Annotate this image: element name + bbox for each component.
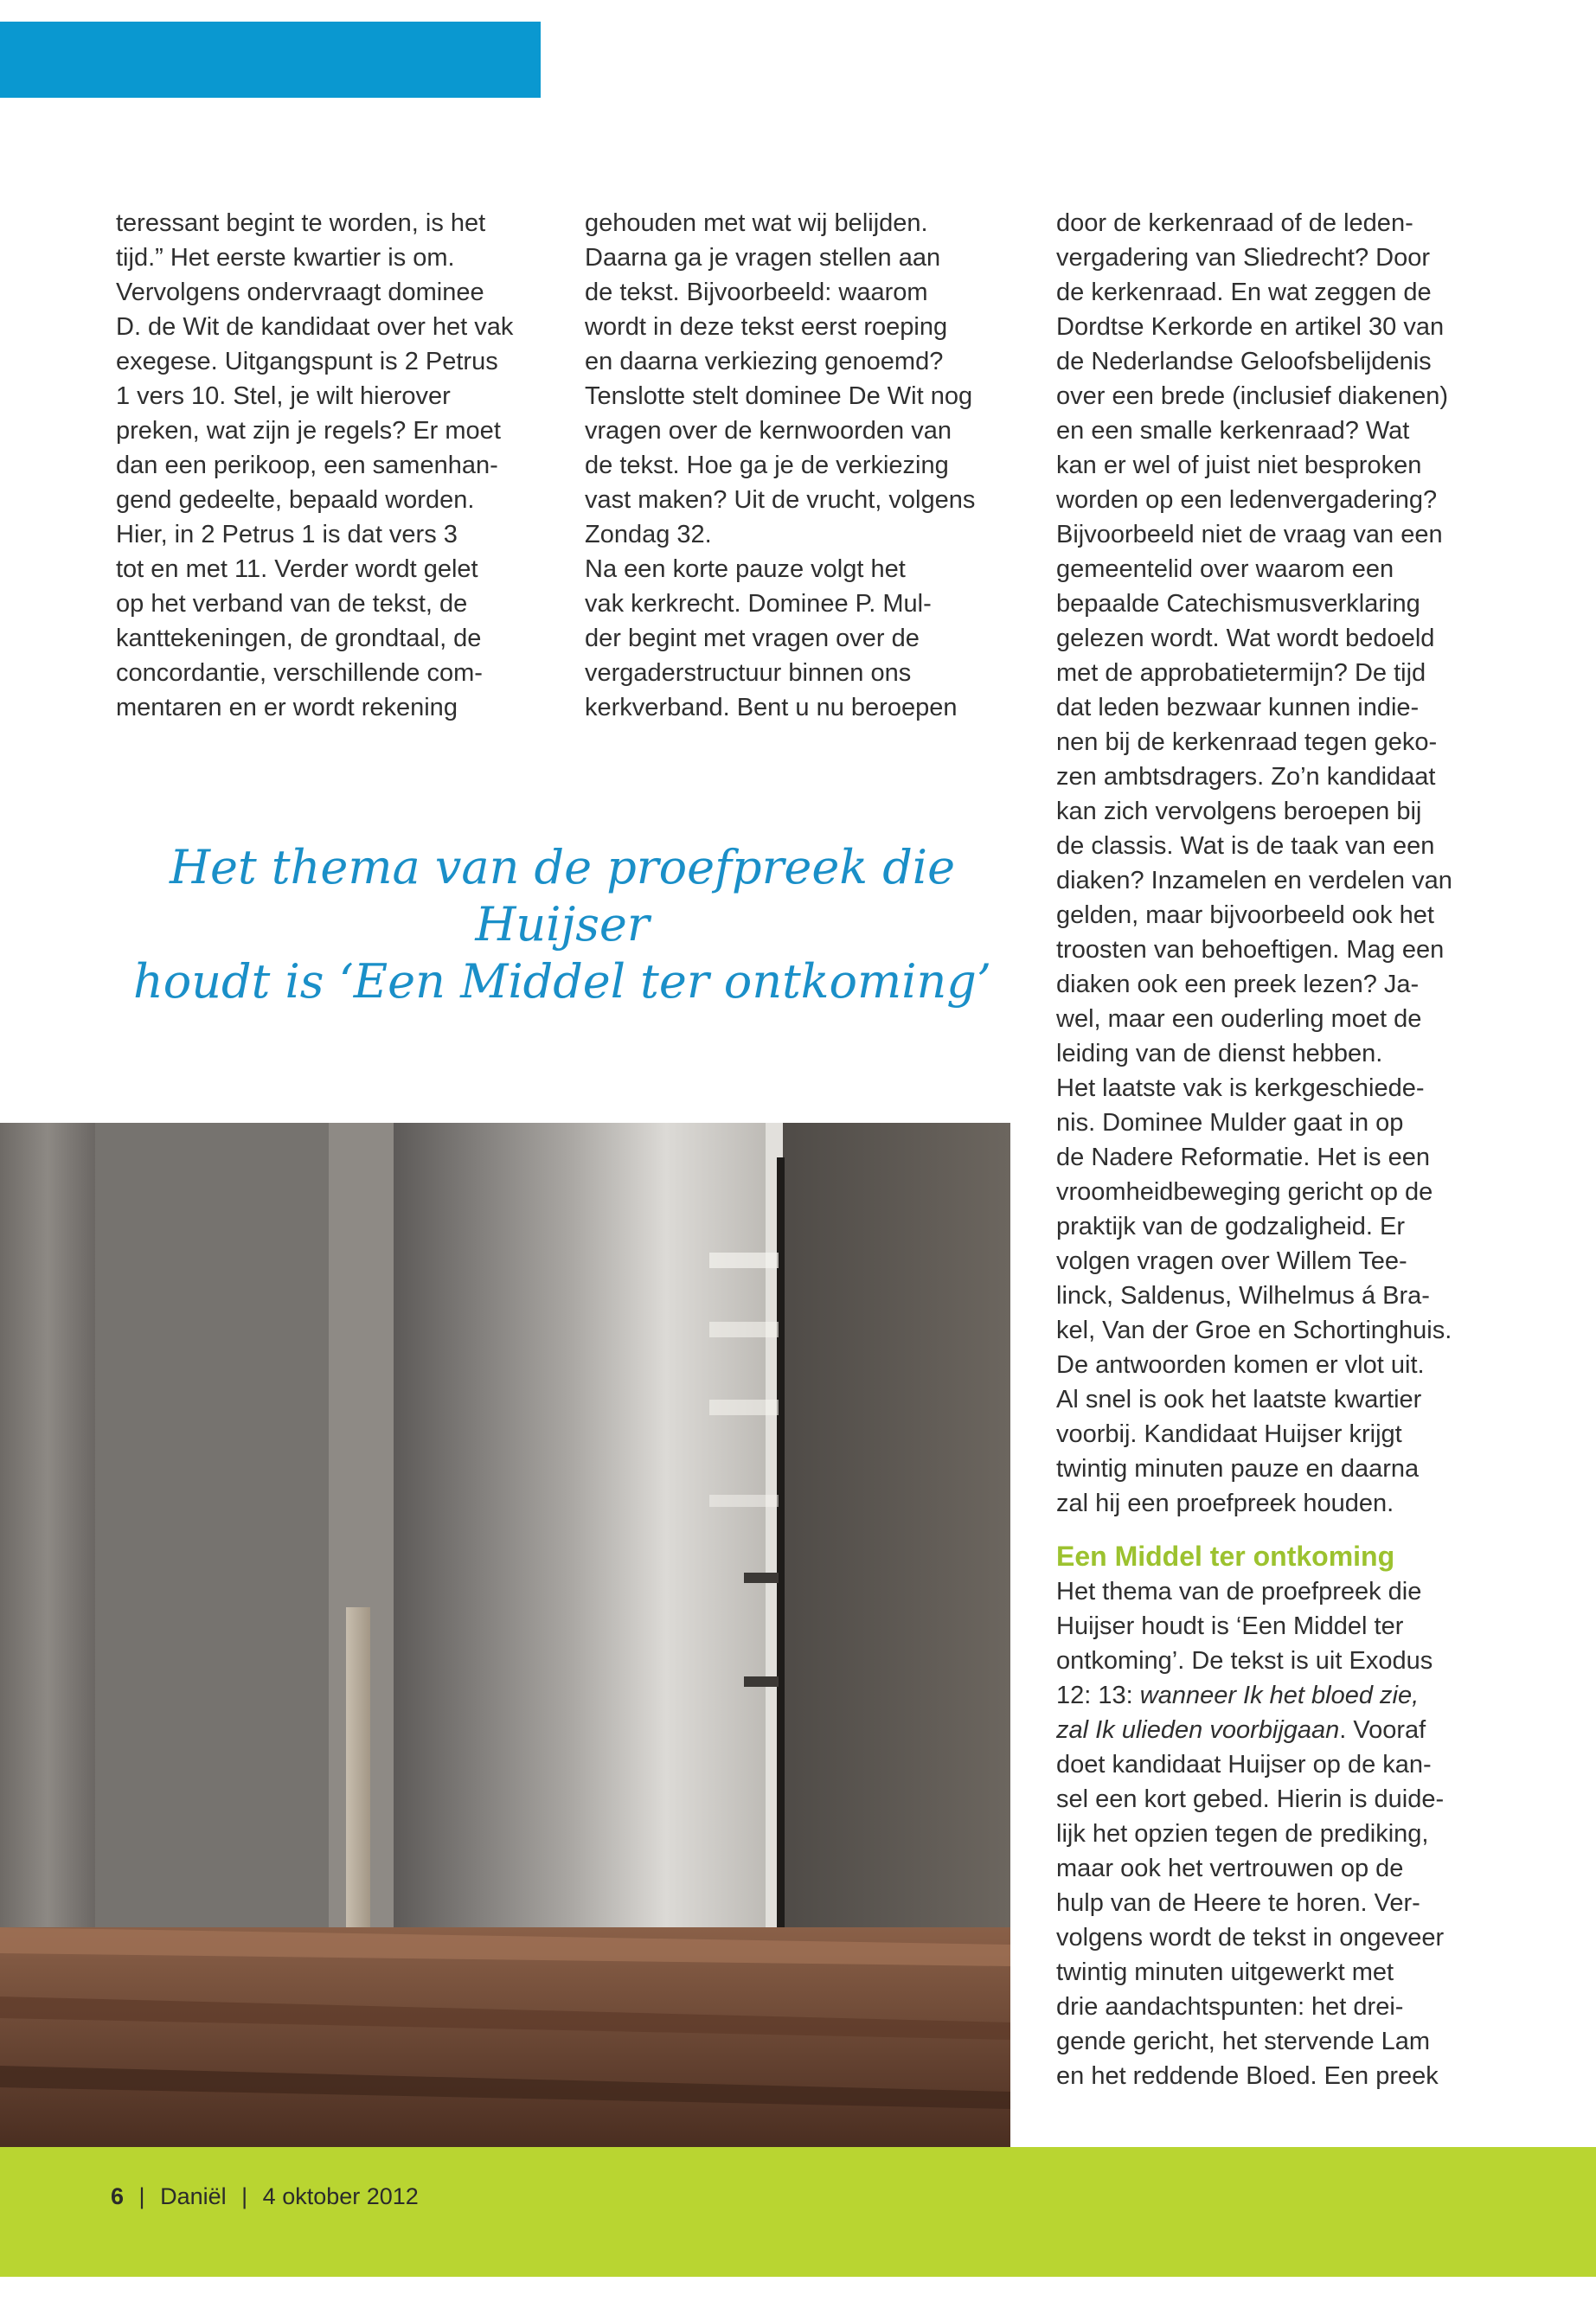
body-line: de Nadere Reformatie. Het is een: [1056, 1144, 1430, 1171]
body-line: Huijser houdt is ‘Een Middel ter: [1056, 1612, 1404, 1640]
column-3-body-continued: [1056, 1747, 1506, 2093]
page-number: 6: [111, 2183, 125, 2209]
body-line: Hier, in 2 Petrus 1 is dat vers 3: [116, 521, 458, 548]
body-line: Vervolgens ondervraagt dominee: [116, 279, 484, 306]
body-line: troosten van behoeftigen. Mag een: [1056, 936, 1445, 964]
body-line: de classis. Wat is de taak van een: [1056, 832, 1435, 860]
body-line: diaken ook een preek lezen? Ja-: [1056, 971, 1420, 998]
body-line: vragen over de kernwoorden van: [585, 417, 952, 445]
body-line: nen bij de kerkenraad tegen geko-: [1056, 728, 1438, 756]
body-line: zen ambtsdragers. Zo’n kandidaat: [1056, 763, 1436, 791]
body-line: de tekst. Bijvoorbeeld: waarom: [585, 279, 928, 306]
section-subheading: Een Middel ter ontkoming: [1056, 1541, 1395, 1572]
text-column-3: [1056, 206, 1506, 2093]
magazine-name: Daniël: [160, 2183, 227, 2209]
body-line: vergaderstructuur binnen ons: [585, 659, 912, 687]
body-line: voorbij. Kandidaat Huijser krijgt: [1056, 1420, 1402, 1448]
body-line: kan er wel of juist niet besproken: [1056, 452, 1422, 479]
body-line: lijk het opzien tegen de prediking,: [1056, 1820, 1429, 1848]
body-line: volgens wordt de tekst in ongeveer: [1056, 1924, 1445, 1952]
body-line: worden op een ledenvergadering?: [1056, 486, 1438, 514]
body-line: linck, Saldenus, Wilhelmus á Bra-: [1056, 1282, 1430, 1310]
body-line: der begint met vragen over de: [585, 625, 920, 652]
body-line: gend gedeelte, bepaald worden.: [116, 486, 475, 514]
body-line: hulp van de Heere te horen. Ver-: [1056, 1889, 1420, 1917]
body-line: kanttekeningen, de grondtaal, de: [116, 625, 482, 652]
body-line: bepaalde Catechismusverklaring: [1056, 590, 1420, 618]
body-line: de Nederlandse Geloofsbelijdenis: [1056, 348, 1432, 375]
body-line: de kerkenraad. En wat zeggen de: [1056, 279, 1432, 306]
body-line: drie aandachtspunten: het drei-: [1056, 1993, 1404, 2021]
body-line: doet kandidaat Huijser op de kan-: [1056, 1751, 1432, 1779]
body-line: wordt in deze tekst eerst roeping: [585, 313, 948, 341]
column-3-body: [1056, 206, 1506, 1521]
body-line: [1056, 1678, 1506, 1713]
body-line: Bijvoorbeeld niet de vraag van een: [1056, 521, 1443, 548]
body-line: kan zich vervolgens beroepen bij: [1056, 798, 1422, 825]
body-line: met de approbatietermijn? De tijd: [1056, 659, 1426, 687]
body-line: Het laatste vak is kerkgeschiede-: [1056, 1074, 1425, 1102]
body-line: 1 vers 10. Stel, je wilt hierover: [116, 382, 451, 410]
body-text: . Vooraf: [1339, 1716, 1426, 1744]
pull-quote-line-2: houdt is ‘Een Middel ter ontkoming’: [132, 954, 992, 1009]
body-line: gelden, maar bijvoorbeeld ook het: [1056, 901, 1434, 929]
body-line: diaken? Inzamelen en verdelen van: [1056, 867, 1452, 894]
body-line: over een brede (inclusief diakenen): [1056, 382, 1448, 410]
church-interior-photo: [0, 1123, 1010, 2147]
body-line: Tenslotte stelt dominee De Wit nog: [585, 382, 973, 410]
body-line: leiding van de dienst hebben.: [1056, 1040, 1383, 1067]
body-line: vak kerkrecht. Dominee P. Mul-: [585, 590, 932, 618]
body-line: gende gericht, het stervende Lam: [1056, 2028, 1431, 2055]
page-footer: [111, 2183, 419, 2210]
body-line: ontkoming’. De tekst is uit Exodus: [1056, 1647, 1433, 1675]
body-line: Daarna ga je vragen stellen aan: [585, 244, 941, 272]
text-column-2: [585, 206, 1017, 725]
body-line: tot en met 11. Verder wordt gelet: [116, 555, 478, 583]
body-line: Na een korte pauze volgt het: [585, 555, 906, 583]
body-line: [1056, 1713, 1506, 1747]
body-line: Het thema van de proefpreek die: [1056, 1578, 1422, 1606]
scripture-quote: wanneer Ik het bloed zie,: [1139, 1682, 1420, 1709]
body-line: Zondag 32.: [585, 521, 712, 548]
body-line: D. de Wit de kandidaat over het vak: [116, 313, 514, 341]
body-line: praktijk van de godzaligheid. Er: [1056, 1213, 1406, 1240]
body-line: sel een kort gebed. Hierin is duide-: [1056, 1785, 1445, 1813]
body-line: De antwoorden komen er vlot uit.: [1056, 1351, 1425, 1379]
photo-illustration: [0, 1123, 1010, 2147]
footer-color-bar: [0, 2147, 1596, 2277]
text-column-1: [116, 206, 548, 725]
header-color-bar: [0, 22, 541, 98]
pull-quote-line-1: Het thema van de proefpreek die Huijser: [169, 840, 956, 952]
body-line: en het reddende Bloed. Een preek: [1056, 2062, 1439, 2090]
body-line: preken, wat zijn je regels? Er moet: [116, 417, 501, 445]
body-line: op het verband van de tekst, de: [116, 590, 468, 618]
scripture-quote: zal Ik ulieden voorbijgaan: [1056, 1716, 1340, 1744]
body-line: dan een perikoop, een samenhan-: [116, 452, 498, 479]
body-line: vast maken? Uit de vrucht, volgens: [585, 486, 976, 514]
body-line: twintig minuten pauze en daarna: [1056, 1455, 1420, 1483]
footer-divider: |: [241, 2183, 248, 2209]
body-line: Dordtse Kerkorde en artikel 30 van: [1056, 313, 1445, 341]
body-line: wel, maar een ouderling moet de: [1056, 1005, 1422, 1033]
body-line: en een smalle kerkenraad? Wat: [1056, 417, 1410, 445]
body-line: exegese. Uitgangspunt is 2 Petrus: [116, 348, 498, 375]
pull-quote: [104, 839, 1021, 1010]
body-line: tijd.” Het eerste kwartier is om.: [116, 244, 455, 272]
body-line: vroomheidbeweging gericht op de: [1056, 1178, 1433, 1206]
body-line: en daarna verkiezing genoemd?: [585, 348, 944, 375]
body-line: volgen vragen over Willem Tee-: [1056, 1247, 1407, 1275]
body-line: teressant begint te worden, is het: [116, 209, 486, 237]
issue-date: 4 oktober 2012: [262, 2183, 419, 2209]
footer-divider: |: [138, 2183, 145, 2209]
body-line: mentaren en er wordt rekening: [116, 694, 458, 721]
body-line: gemeentelid over waarom een: [1056, 555, 1394, 583]
body-line: door de kerkenraad of de leden-: [1056, 209, 1413, 237]
body-line: zal hij een proefpreek houden.: [1056, 1490, 1394, 1517]
body-text: 12: 13:: [1056, 1682, 1140, 1709]
body-line: gelezen wordt. Wat wordt bedoeld: [1056, 625, 1435, 652]
body-line: dat leden bezwaar kunnen indie-: [1056, 694, 1420, 721]
body-line: nis. Dominee Mulder gaat in op: [1056, 1109, 1404, 1137]
body-line: twintig minuten uitgewerkt met: [1056, 1958, 1394, 1986]
body-line: kel, Van der Groe en Schortinghuis.: [1056, 1317, 1452, 1344]
body-line: vergadering van Sliedrecht? Door: [1056, 244, 1431, 272]
body-line: kerkverband. Bent u nu beroepen: [585, 694, 958, 721]
body-line: maar ook het vertrouwen op de: [1056, 1855, 1404, 1882]
body-line: gehouden met wat wij belijden.: [585, 209, 928, 237]
body-line: Al snel is ook het laatste kwartier: [1056, 1386, 1422, 1413]
body-line: concordantie, verschillende com-: [116, 659, 483, 687]
body-line: de tekst. Hoe ga je de verkiezing: [585, 452, 949, 479]
